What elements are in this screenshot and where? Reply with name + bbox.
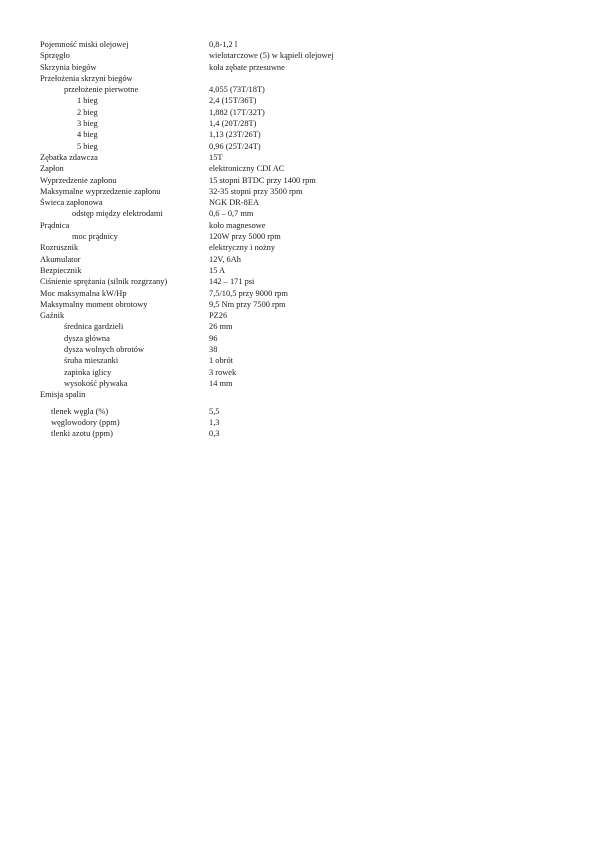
specification-table — [40, 39, 540, 439]
spec-row-fuse — [40, 265, 540, 276]
spec-label: węglowodory (ppm) — [51, 417, 120, 427]
spec-row-ignition-timing — [40, 175, 540, 186]
spec-value: 38 — [209, 345, 218, 355]
spec-value: elektryczny i nożny — [209, 243, 276, 253]
spec-value: 0,3 — [209, 429, 220, 439]
spec-row-ignition — [40, 163, 540, 174]
spec-row-gear-2 — [40, 107, 540, 118]
section-heading: Emisja spalin — [40, 390, 86, 400]
spec-label: Zapłon — [40, 164, 64, 174]
spec-row-emissions-heading — [40, 389, 540, 400]
spec-value: 1 obrót — [209, 356, 233, 366]
spec-label: tlenki azotu (ppm) — [51, 429, 113, 439]
spec-value: 9,5 Nm przy 7500 rpm — [209, 299, 286, 309]
spec-label: Akumulator — [40, 254, 81, 264]
spec-value: 142 – 171 psi — [209, 277, 255, 287]
spec-label: Pojemność miski olejowej — [40, 40, 129, 49]
spec-label: Skrzynia biegów — [40, 62, 97, 72]
spec-label: Świeca zapłonowa — [40, 198, 103, 208]
spec-row-electrode-gap — [40, 208, 540, 219]
spec-label: moc prądnicy — [72, 232, 118, 242]
spec-value: koła zębate przesuwne — [209, 62, 285, 72]
spec-row-primary-ratio — [40, 84, 540, 95]
spec-value: 1,13 (23T/26T) — [209, 130, 261, 140]
spec-row-mixture-screw — [40, 355, 540, 366]
spec-label: Bezpiecznik — [40, 265, 82, 275]
spec-row-float-height — [40, 378, 540, 389]
spec-value: 15 A — [209, 265, 226, 275]
spec-label: Zębatka zdawcza — [40, 152, 98, 162]
spec-value: 0,96 (25T/24T) — [209, 141, 261, 151]
spec-value: 4,055 (73T/18T) — [209, 85, 265, 95]
spec-label: dysza główna — [64, 333, 110, 343]
spec-value: 96 — [209, 333, 218, 343]
spec-value: 0,8-1,2 l — [209, 40, 238, 49]
spec-row-throat-diameter — [40, 321, 540, 332]
spec-label: średnica gardzieli — [64, 322, 124, 332]
spec-value: 26 mm — [209, 322, 233, 332]
spec-value: 1,3 — [209, 417, 220, 427]
spec-row-gear-ratios-heading — [40, 73, 540, 84]
spec-value: 1,4 (20T/28T) — [209, 119, 257, 129]
spec-label: 4 bieg — [77, 130, 98, 140]
spec-label: Rozrusznik — [40, 243, 79, 253]
spec-row-gear-4 — [40, 129, 540, 140]
spec-row-gear-5 — [40, 141, 540, 152]
spec-value: 14 mm — [209, 378, 233, 388]
spec-value: 120W przy 5000 rpm — [209, 232, 281, 242]
spec-row-compression — [40, 276, 540, 287]
spec-label: dysza wolnych obrotów — [64, 345, 145, 355]
spec-value: 1,882 (17T/32T) — [209, 107, 265, 117]
spec-value: koło magnesowe — [209, 220, 266, 230]
spec-row-carbon-monoxide — [40, 406, 540, 417]
spec-label: Maksymalny moment obrotowy — [40, 299, 148, 309]
spec-label: zapinka iglicy — [64, 367, 112, 377]
spec-label: tlenek węgla (%) — [51, 406, 109, 416]
spec-value: 12V, 6Ah — [209, 254, 241, 264]
spec-value: 2,4 (15T/36T) — [209, 96, 257, 106]
spec-row-max-power — [40, 288, 540, 299]
spec-row-carburetor — [40, 310, 540, 321]
spec-row-gearbox — [40, 62, 540, 73]
spec-label: śruba mieszanki — [64, 356, 119, 366]
spec-label: Sprzęgło — [40, 51, 70, 61]
spec-value: 5,5 — [209, 406, 220, 416]
spec-row-max-ignition-advance — [40, 186, 540, 197]
spec-value — [209, 73, 540, 84]
spec-row-battery — [40, 254, 540, 265]
spec-label: 1 bieg — [77, 96, 98, 106]
spec-label: Prądnica — [40, 220, 70, 230]
spec-row-generator — [40, 220, 540, 231]
spec-value: 3 rowek — [209, 367, 237, 377]
spec-row-max-torque — [40, 299, 540, 310]
spec-row-generator-power — [40, 231, 540, 242]
spec-value: 7,5/10,5 przy 9000 rpm — [209, 288, 288, 298]
spec-label: odstęp między elektrodami — [72, 209, 163, 219]
spec-row-clutch — [40, 50, 540, 61]
section-heading: Przełożenia skrzyni biegów — [40, 73, 133, 83]
spec-row-oil-sump-capacity — [40, 39, 540, 50]
spec-row-needle-clip — [40, 367, 540, 378]
spec-value: elektroniczny CDI AC — [209, 164, 285, 174]
spec-label: Moc maksymalna kW/Hp — [40, 288, 127, 298]
spec-row-gear-1 — [40, 95, 540, 106]
spec-row-nitrogen-oxides — [40, 428, 540, 439]
spec-label: Gaźnik — [40, 311, 65, 321]
spec-value: 15T — [209, 152, 223, 162]
spec-row-main-jet — [40, 333, 540, 344]
spec-row-spark-plug — [40, 197, 540, 208]
spec-value: NGK DR-8EA — [209, 198, 260, 208]
spec-value: wielotarczowe (5) w kąpieli olejowej — [209, 51, 334, 61]
spec-label: Wyprzedzenie zapłonu — [40, 175, 117, 185]
spec-label: wysokość pływaka — [64, 378, 128, 388]
spec-label: przełożenie pierwotne — [64, 85, 139, 95]
spec-label: Ciśnienie sprężania (silnik rozgrzany) — [40, 277, 168, 287]
spec-row-gear-3 — [40, 118, 540, 129]
spec-label: 2 bieg — [77, 107, 98, 117]
spec-row-drive-sprocket — [40, 152, 540, 163]
spec-value: 15 stopni BTDC przy 1400 rpm — [209, 175, 316, 185]
spec-row-hydrocarbons — [40, 417, 540, 428]
spec-label: 3 bieg — [77, 119, 98, 129]
spec-value — [209, 389, 540, 400]
spec-value: 32-35 stopni przy 3500 rpm — [209, 186, 303, 196]
spec-value: 0,6 – 0,7 mm — [209, 209, 254, 219]
spec-label: Maksymalne wyprzedzenie zapłonu — [40, 186, 161, 196]
spec-label: 5 bieg — [77, 141, 98, 151]
spec-row-starter — [40, 242, 540, 253]
spec-value: PZ26 — [209, 311, 228, 321]
spec-row-idle-jet — [40, 344, 540, 355]
